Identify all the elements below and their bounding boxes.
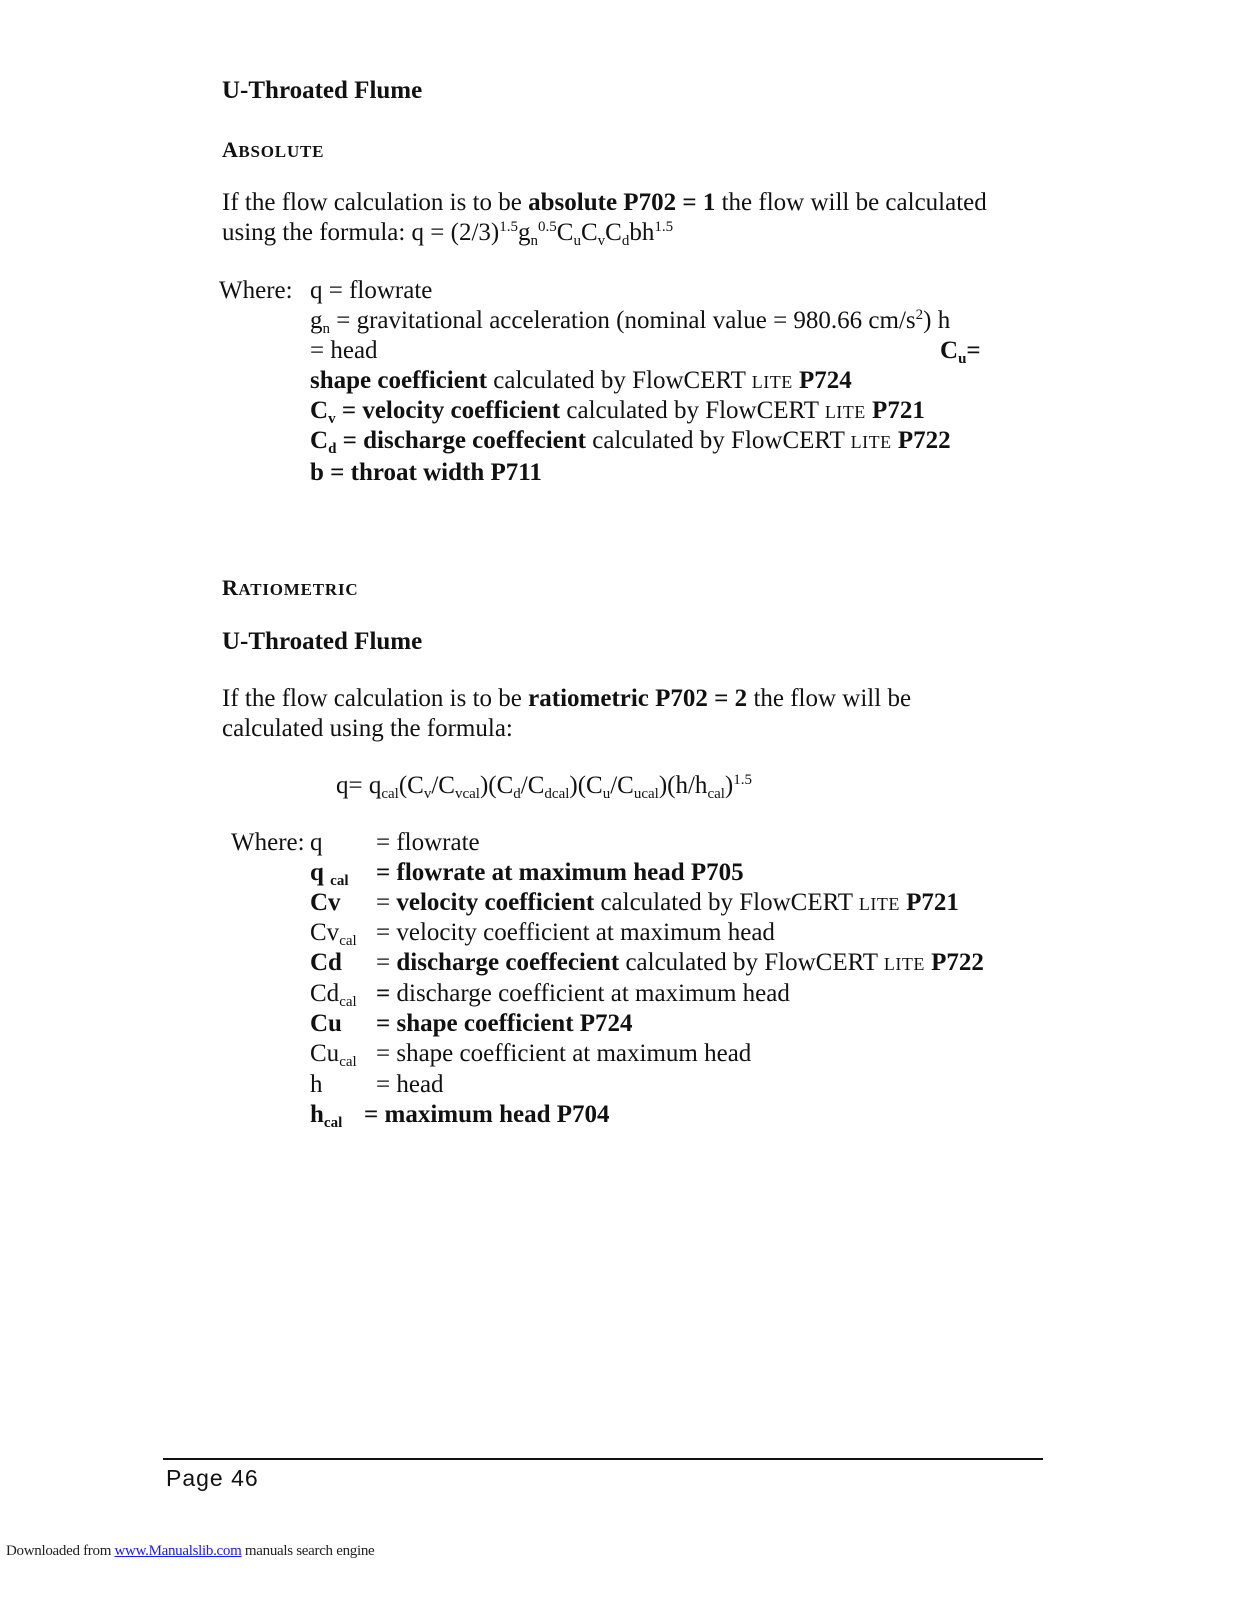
row-cvcal-def: = velocity coefficient at maximum head (376, 919, 775, 946)
manualslib-link[interactable]: www.Manualslib.com (114, 1543, 242, 1559)
row-cd-sym: Cd (310, 949, 342, 976)
ratiometric-formula: $q= q_{cal}(C_v/C_{vcal})(C_d/C_{dcal})(C_u/C_{ucal})(h/h_{cal})^{1.5}$ (336, 772, 752, 802)
row-cdcal-def: = discharge coefficient at maximum head (376, 980, 790, 1007)
footer-rule (163, 1458, 1043, 1460)
row-hcal-def: = maximum head P704 (364, 1101, 610, 1128)
def-cv: $C_v$ = velocity coefficient calculated by FlowCERT LITE P721 (310, 397, 925, 427)
heading-absolute: ABSOLUTE (222, 137, 325, 162)
row-cvcal-sym: $Cv_{cal}$ (310, 919, 357, 949)
row-h-sym: h (310, 1071, 323, 1098)
row-cd-def: = discharge coeffecient calculated by FlowCERT LITE P722 (376, 949, 984, 976)
absolute-intro-line1: If the flow calculation is to be absolute P702 = 1 the flow will be calculated (222, 189, 987, 216)
def-q: q = flowrate (310, 277, 433, 304)
row-q-sym: q (310, 829, 323, 856)
where-label-2: Where: (231, 829, 305, 856)
page-number: Page 46 (166, 1465, 259, 1491)
row-hcal-sym: $h_{cal}$ (310, 1101, 343, 1131)
ratiometric-intro-line1: If the flow calculation is to be ratiometric P702 = 2 the flow will be (222, 685, 912, 712)
row-cu-sym: Cu (310, 1010, 342, 1037)
def-gn: $g_n$ = gravitational acceleration (nominal value = 980.66 $cm/s^2$) h (310, 307, 951, 337)
download-footer: Downloaded from www.Manualslib.com manuals search engine (6, 1543, 375, 1559)
def-head: = head (310, 337, 378, 364)
row-h-def: = head (376, 1071, 444, 1098)
row-cdcal-sym: $Cd_{cal}$ (310, 980, 357, 1010)
section-title-absolute: U-Throated Flume (222, 77, 423, 104)
row-cucal-def: = shape coefficient at maximum head (376, 1040, 752, 1067)
heading-ratiometric: RATIOMETRIC (222, 575, 359, 600)
row-qcal-sym: q $_{cal}$ (310, 859, 349, 889)
row-cv-def: = velocity coefficient calculated by FlowCERT LITE P721 (376, 889, 959, 916)
row-cu-def: = shape coefficient P724 (376, 1010, 633, 1037)
def-shape-coefficient: shape coefficient calculated by FlowCERT LITE P724 (310, 367, 852, 394)
row-cucal-sym: $Cu_{cal}$ (310, 1040, 357, 1070)
section-title-ratiometric: U-Throated Flume (222, 628, 423, 655)
ratiometric-intro-line2: calculated using the formula: (222, 715, 513, 742)
def-b: b = throat width P711 (310, 459, 542, 486)
row-cv-sym: Cv (310, 889, 341, 916)
row-qcal-def: = flowrate at maximum head P705 (376, 859, 744, 886)
row-q-def: = flowrate (376, 829, 480, 856)
absolute-formula-line: using the formula: $q = (2/3)^{1.5}g_n^{0.5}C_uC_vC_dbh^{1.5}$ (222, 219, 674, 249)
where-label-1: Where: (219, 277, 293, 304)
def-cu-symbol: $C_u=$ (940, 337, 981, 367)
def-cd: $C_d$ = discharge coeffecient calculated by FlowCERT LITE P722 (310, 427, 951, 457)
